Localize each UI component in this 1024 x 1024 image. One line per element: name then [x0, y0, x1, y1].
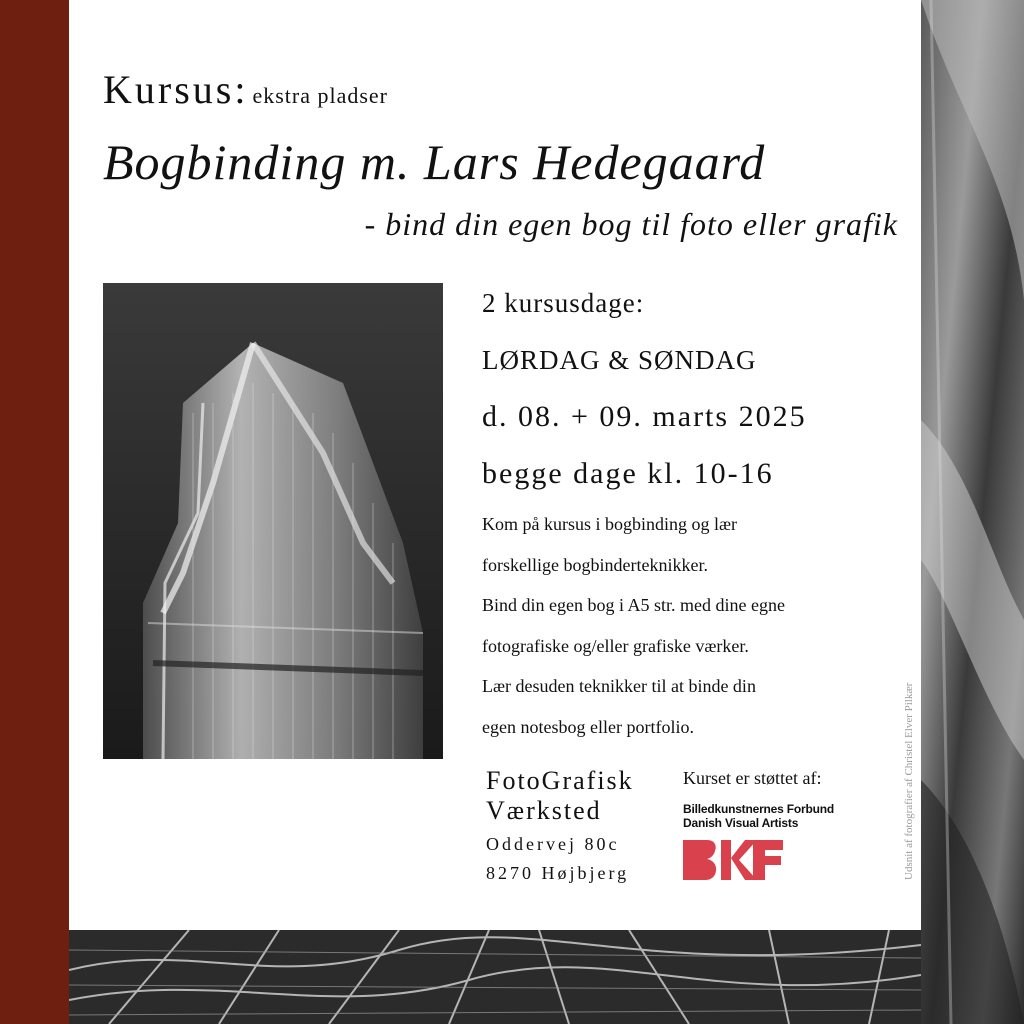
sponsor-org-name-en: Danish Visual Artists — [683, 816, 799, 830]
bkf-logo — [683, 840, 783, 880]
sponsor-org-name: Billedkunstnernes Forbund — [683, 802, 835, 816]
venue-address-line2: 8270 Højbjerg — [486, 863, 630, 883]
course-label-text: Kursus: — [103, 67, 249, 112]
course-title: Bogbinding m. Lars Hedegaard — [103, 134, 766, 190]
course-subtitle: - bind din egen bog til foto eller grafik — [364, 206, 898, 242]
course-time: begge dage kl. 10-16 — [482, 457, 774, 490]
venue-block — [486, 766, 634, 888]
description-line: egen notesbog eller portfolio. — [482, 716, 694, 737]
left-color-band — [0, 0, 69, 1024]
course-label — [103, 66, 388, 113]
description-line: Bind din egen bog i A5 str. med dine egne — [482, 595, 785, 616]
course-dates: d. 08. + 09. marts 2025 — [482, 400, 807, 433]
course-days: LØRDAG & SØNDAG — [482, 345, 757, 375]
photo-credit: Udsnit af fotografier af Christel Elver Pilkær — [903, 682, 915, 880]
course-days-count: 2 kursusdage: — [482, 288, 645, 318]
bottom-strip-photo — [69, 930, 921, 1024]
description-line: fotografiske og/eller grafiske værker. — [482, 635, 749, 656]
venue-name-line1: FotoGrafisk — [486, 766, 634, 795]
sponsor-label: Kurset er støttet af: — [683, 768, 822, 788]
sponsor-block — [683, 768, 834, 885]
venue-address-line1: Oddervej 80c — [486, 834, 620, 854]
venue-name-line2: Værksted — [486, 796, 602, 825]
schedule-block — [482, 286, 807, 514]
course-description — [482, 511, 785, 755]
description-line: Kom på kursus i bogbinding og lær — [482, 514, 737, 534]
extra-places-note: ekstra pladser — [252, 83, 389, 108]
description-line: forskellige bogbinderteknikker. — [482, 554, 708, 575]
description-line: Lær desuden teknikker til at binde din — [482, 676, 756, 697]
building-photo — [103, 283, 443, 759]
right-edge-photo — [921, 0, 1024, 1024]
